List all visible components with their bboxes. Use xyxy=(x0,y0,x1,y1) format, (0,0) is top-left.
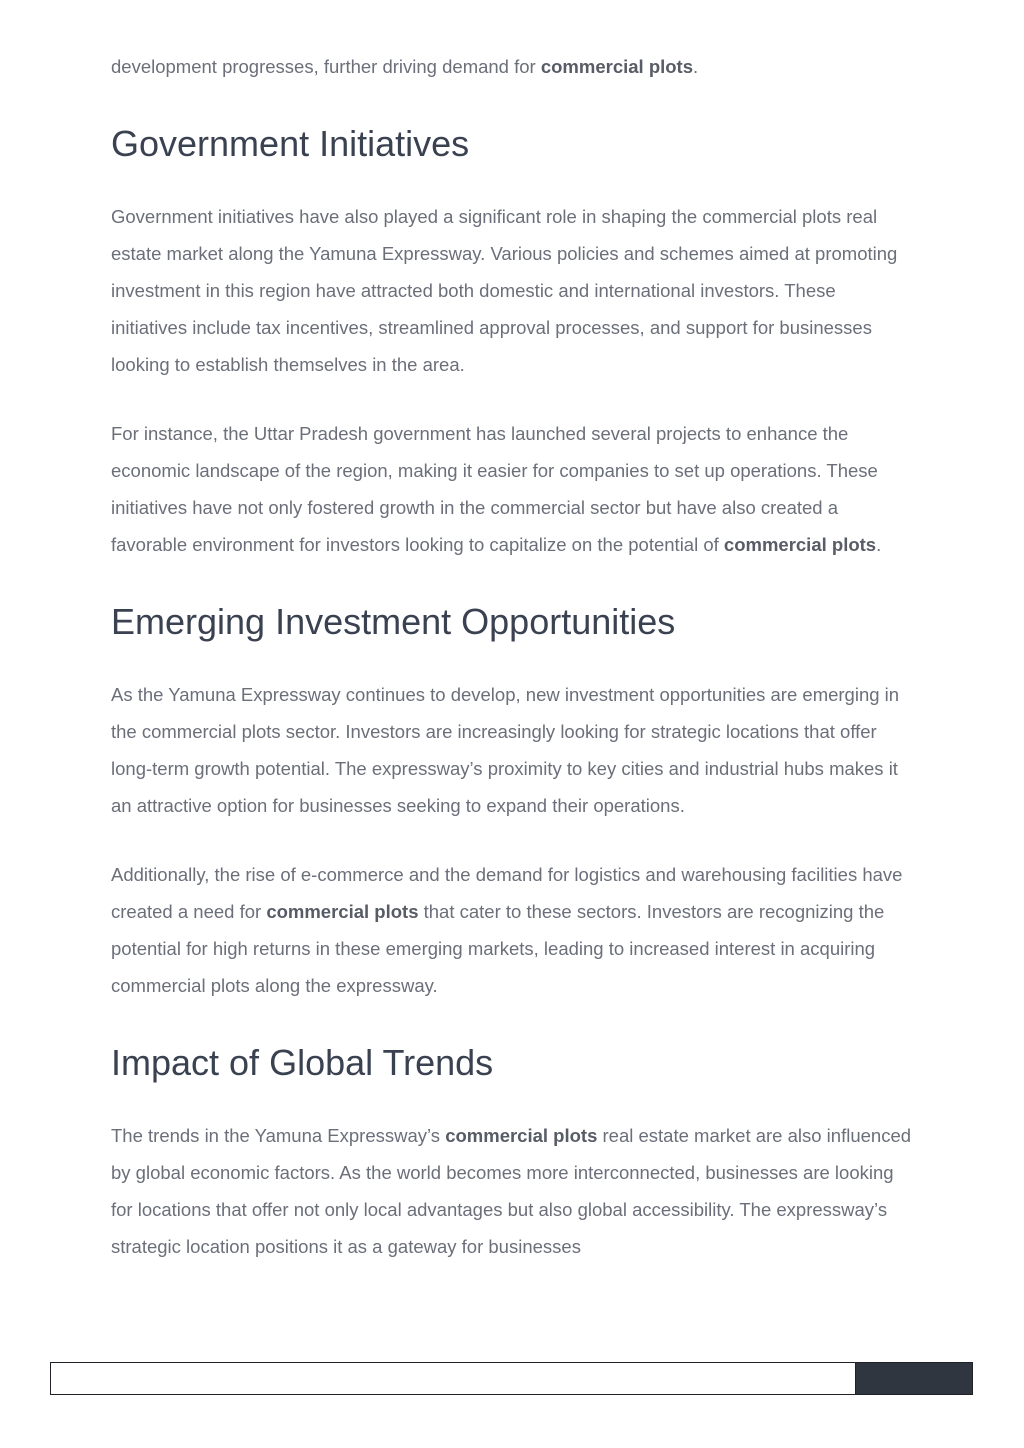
bold-keyword: commercial plots xyxy=(540,56,694,77)
bold-keyword: commercial plots xyxy=(445,1125,598,1146)
footer-input-field[interactable] xyxy=(50,1362,855,1395)
bold-keyword: commercial plots xyxy=(266,901,419,922)
emerging-paragraph-1: As the Yamuna Expressway continues to develop, new investment opportunities are emerging in the commercial plots sector. Investors are increasingly looking for strategic locations that offer long-term growth potential. The expressway’s proximity to key cities and industrial hubs makes it an attractive option for businesses seeking to expand their operations. xyxy=(111,684,900,816)
government-paragraph-1: Government initiatives have also played a significant role in shaping the commercial plots real estate market along the Yamuna Expressway. Various policies and schemes aimed at promoting investment in this region have attracted both domestic and international investors. These initiatives include tax incentives, streamlined approval processes, and support for businesses looking to establish themselves in the area. xyxy=(111,206,898,375)
text-run: Additionally, the rise of e-commerce and the demand for logistics and warehousing facilities have created a need for xyxy=(111,864,903,922)
text-run: . xyxy=(693,56,699,77)
footer-submit-button[interactable] xyxy=(855,1362,973,1395)
text-run: The trends in the Yamuna Expressway’s xyxy=(111,1125,446,1146)
section-heading-government: Government Initiatives xyxy=(111,123,470,164)
text-run: real estate market are also influenced by global economic factors. As the world becomes more interconnected, businesses are looking for locations that offer not only local advantages but also global accessibility. The expressway’s strategic location positions it as a gateway for businesses xyxy=(111,1125,912,1257)
text-run: For instance, the Uttar Pradesh government has launched several projects to enhance the economic landscape of the region, making it easier for companies to set up operations. These initiatives have not only fostered growth in the commercial sector but have also created a favorable environment for investors looking to capitalize on the potential of xyxy=(111,423,878,555)
intro-paragraph xyxy=(111,48,916,85)
bold-keyword: commercial plots xyxy=(723,534,877,555)
text-run: . xyxy=(876,534,882,555)
government-paragraph-2 xyxy=(111,415,916,563)
global-paragraph-1 xyxy=(111,1117,916,1265)
emerging-paragraph-2 xyxy=(111,856,916,1004)
article-body xyxy=(111,48,916,1265)
text-run: that cater to these sectors. Investors are recognizing the potential for high returns in these emerging markets, leading to increased interest in acquiring commercial plots along the expressway. xyxy=(111,901,885,996)
section-heading-emerging: Emerging Investment Opportunities xyxy=(111,601,676,642)
text-run: development progresses, further driving demand for xyxy=(111,56,541,77)
footer-bar xyxy=(50,1362,973,1395)
section-heading-global: Impact of Global Trends xyxy=(111,1042,494,1083)
